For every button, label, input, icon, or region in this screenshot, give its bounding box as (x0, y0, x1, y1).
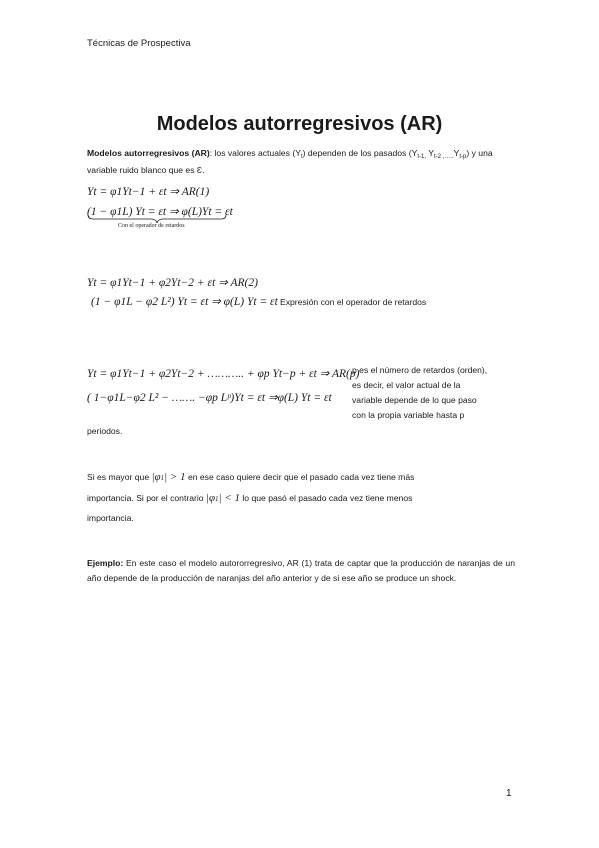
equation-ar2: Yt = φ1Yt−1 + φ2Yt−2 + εt ⇒ AR(2) (87, 277, 258, 289)
brace-label: Con el operador de retardos (118, 223, 185, 229)
order-note: p es el número de retardos (orden), es decir, el valor actual de la variable depende de lo que paso con la propia variable hasta p (352, 365, 488, 420)
page-header: Técnicas de Prospectiva (87, 38, 191, 49)
intro-term: Modelos autorregresivos (AR) (87, 148, 210, 158)
equation-arp: Yt = φ1Yt−1 + φ2Yt−2 + ……….. + φp Yt−p + εt ⇒ AR(p) (87, 368, 360, 380)
operator-note: Expresión con el operador de retardos (280, 297, 427, 307)
page-title: Modelos autorregresivos (AR) (156, 113, 443, 135)
order-note-tail: periodos. (87, 426, 123, 436)
equation-arp-operator: ( 1−φ1L−φ2 L² − ……. −φp Lᵖ)Yt = εt ⇒φ(L) Yt = εt (87, 392, 332, 404)
abs-phi-gt-1: |φ1| > 1 (151, 471, 186, 483)
stability-line-3: importancia. (87, 513, 134, 523)
example-paragraph: Ejemplo: En este caso el modelo autororregresivo, AR (1) trata de captar que la producción de naranjas de un año depende de la producción de naranjas del año anterior y de si ese año se produce un shock. (87, 558, 515, 583)
stability-line-1: Si es mayor que |φ1| > 1 en ese caso quiere decir que el pasado cada vez tiene más (87, 471, 415, 483)
page-number: 1 (506, 788, 512, 799)
equation-ar2-operator: (1 − φ1L − φ2 L²) Yt = εt ⇒ φ(L) Yt = εt (91, 296, 278, 308)
abs-phi-lt-1: |φ1| < 1 (205, 492, 240, 504)
equation-ar1: Yt = φ1Yt−1 + εt ⇒ AR(1) (87, 186, 210, 198)
example-label: Ejemplo: (87, 558, 124, 568)
intro-paragraph: Modelos autorregresivos (AR): los valores actuales $(Y_t)$ dependen de los pasados ($Y_{t-1,}$ $Y_{t-2 ,\dots..}Y_{t-p}$) y una variable ruido blanco que es Ɛ. (87, 148, 493, 175)
equation-ar1-operator: (1 − φ1L) Yt = εt ⇒ φ(L)Yt = εt (87, 206, 233, 218)
stability-line-2: importancia. Si por el contrario |φ1| < 1 lo que pasó el pasado cada vez tiene menos (87, 492, 413, 504)
